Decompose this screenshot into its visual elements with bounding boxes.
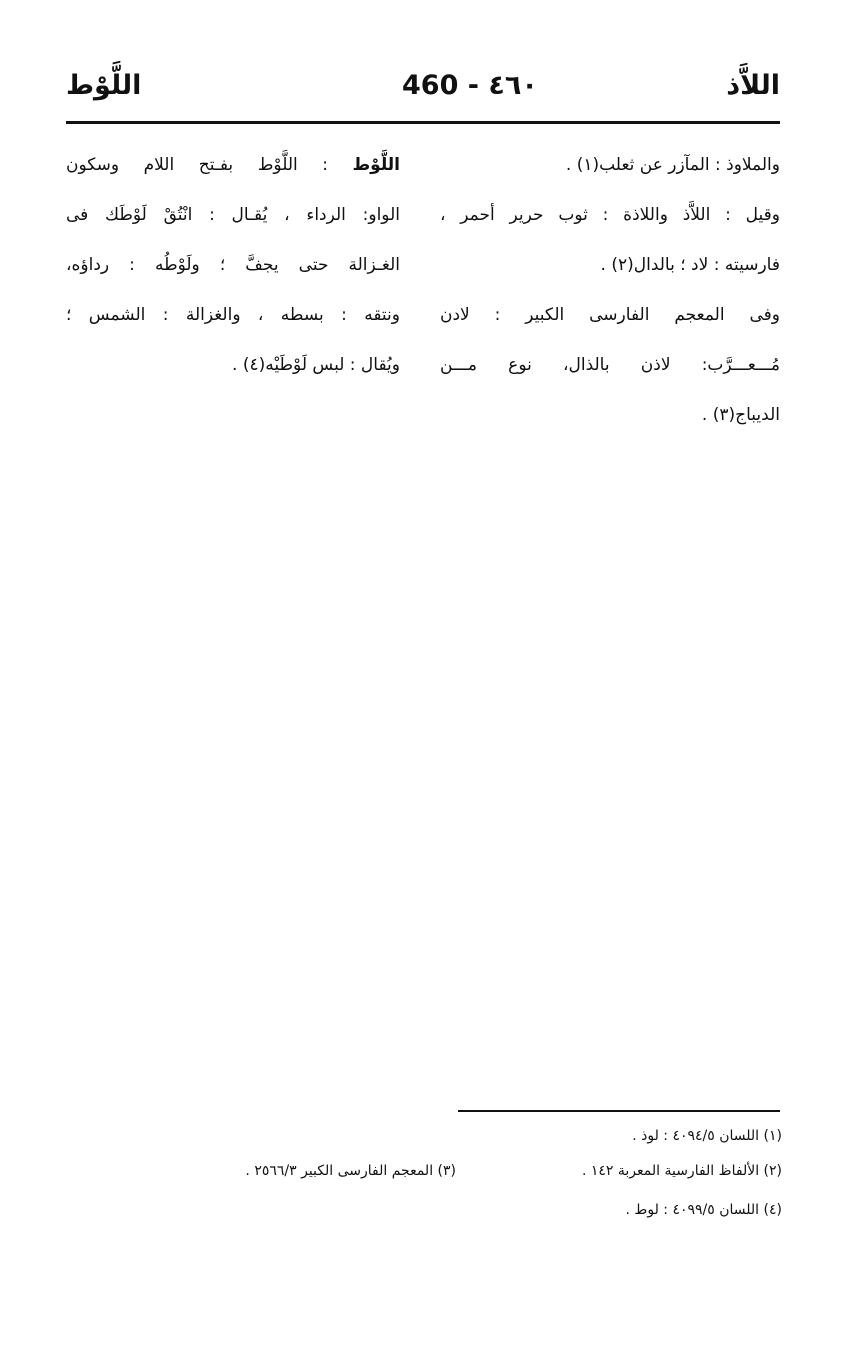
left-column-line xyxy=(66,140,400,190)
left-column-line: ويُقال : لبس لَوْطَيْه(٤) . xyxy=(232,355,400,375)
left-column-line: الغـزالة حتى يجفَّ ؛ ولَوْطُه : رداؤه، xyxy=(66,255,400,275)
right-column-line: وقيل : اللاَّذ واللاذة : ثوب حرير أحمر ، xyxy=(440,205,780,225)
entry-lemma-definition: : اللَّوْط بفـتح اللام وسكون xyxy=(66,155,353,175)
footnote-rule xyxy=(458,1110,780,1112)
page-number: 460 - ٤٦٠ xyxy=(402,70,538,101)
right-column-line: مُـــعـــرَّب: لاذن بالذال، نوع مـــن xyxy=(440,355,780,375)
header-rule xyxy=(66,121,780,124)
header-left-word: اللَّوْط xyxy=(66,70,142,101)
left-column xyxy=(66,140,400,390)
footnote-3: (٣) المعجم الفارسى الكبير ٢٥٦٦/٣ . xyxy=(245,1163,456,1179)
left-column-line: الواو: الرداء ، يُقـال : انْتُقْ لَوْطَك فى xyxy=(66,205,400,225)
right-column-line: فارسيته : لاد ؛ بالدال(٢) . xyxy=(600,255,780,275)
header-right-word: اللاَّذ xyxy=(726,70,780,101)
right-column-line: الديباج(٣) . xyxy=(701,405,780,425)
right-column xyxy=(440,140,780,440)
right-column-line: والملاوذ : المآزر عن ثعلب(١) . xyxy=(565,155,780,175)
footnote-2: (٢) الألفاظ الفارسية المعربة ١٤٢ . xyxy=(581,1163,782,1179)
left-column-line: ونتقه : بسطه ، والغزالة : الشمس ؛ xyxy=(66,305,400,325)
entry-lemma: اللَّوْط xyxy=(352,155,400,175)
footnote-1: (١) اللسان ٤٠٩٤/٥ : لوذ . xyxy=(632,1128,782,1144)
right-column-line: وفى المعجم الفارسى الكبير : لادن xyxy=(440,305,780,325)
page-header xyxy=(66,60,780,116)
footnote-4: (٤) اللسان ٤٠٩٩/٥ : لوط . xyxy=(625,1202,782,1218)
